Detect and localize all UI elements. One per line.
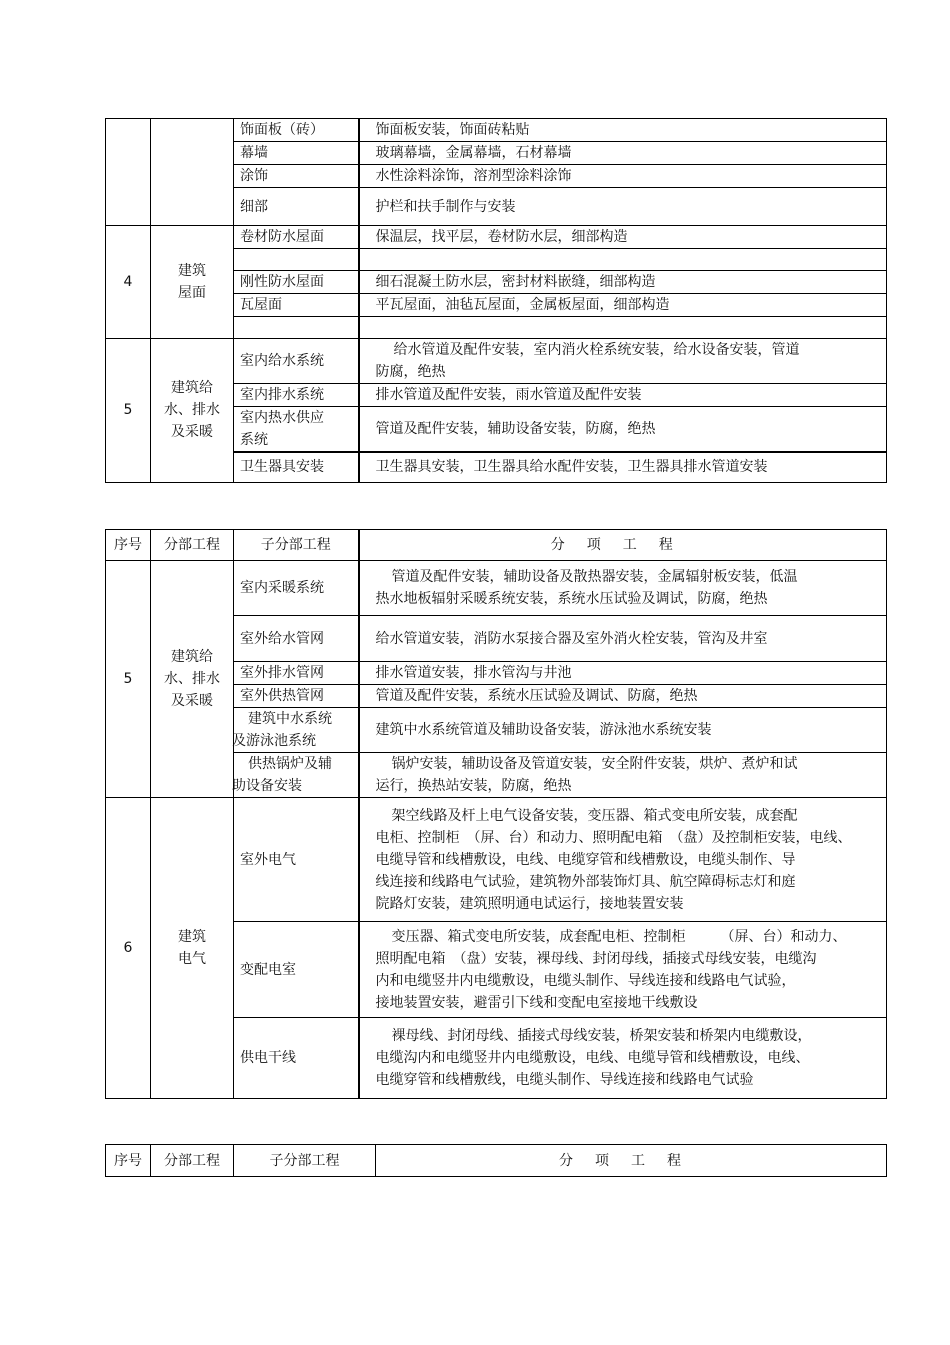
subdivision-cell: 饰面板（砖） (234, 119, 359, 142)
items-line: 防腐，绝热 (375, 364, 446, 380)
subdivision-cell: 细部 (234, 188, 359, 226)
subdivision-cell: 变配电室 (234, 922, 359, 1018)
subdivision-cell: 室内排水系统 (234, 384, 359, 407)
header-division: 分部工程 (151, 1145, 234, 1177)
subdivision-cell: 室内采暖系统 (234, 561, 359, 616)
division-name-line: 建筑给 (171, 649, 213, 665)
items-cell: 护栏和扶手制作与安装 (359, 188, 887, 226)
table-header-row (106, 530, 887, 561)
items-cell: 平瓦屋面，油毡瓦屋面，金属板屋面，细部构造 (359, 294, 887, 317)
table-row (106, 226, 887, 249)
subdivision-cell: 室外供热管网 (234, 685, 359, 708)
subdivision-cell: 刚性防水屋面 (234, 271, 359, 294)
subdivision-line: 供热锅炉及辅 (248, 756, 332, 772)
items-cell: 水性涂料涂饰，溶剂型涂料涂饰 (359, 165, 887, 188)
header-no: 序号 (106, 1145, 151, 1177)
subdivision-cell: 室外电气 (234, 798, 359, 922)
no-cell: 5 (106, 339, 151, 483)
division-name-line: 电气 (178, 951, 206, 967)
items-cell (359, 798, 887, 922)
items-cell (359, 1018, 887, 1099)
items-cell: 饰面板安装，饰面砖粘贴 (359, 119, 887, 142)
items-line: 运行，换热站安装，防腐，绝热 (375, 778, 572, 794)
subdivision-cell (234, 708, 359, 753)
subdivision-cell (234, 407, 359, 453)
items-line: 内和电缆竖井内电缆敷设，电缆头制作、导线连接和线路电气试验， (375, 972, 796, 989)
items-cell (359, 922, 887, 1018)
division-name-line: 屋面 (178, 285, 206, 301)
division-name-line: 及采暖 (171, 424, 213, 441)
items-line: 照明配电箱 （盘）安装，裸母线、封闭母线，插接式母线安装，电缆沟 (375, 950, 817, 967)
table-row (106, 798, 887, 922)
items-cell: 保温层，找平层，卷材防水层，细部构造 (359, 226, 887, 249)
items-cell: 排水管道及配件安装，雨水管道及配件安装 (359, 384, 887, 407)
subdivision-cell: 室外给水管网 (234, 616, 359, 662)
items-line: 院路灯安装，建筑照明通电试运行，接地装置安装 (375, 895, 684, 912)
items-cell: 排水管道安装，排水管沟与井池 (359, 662, 887, 685)
items-line: 电缆穿管和线槽敷线，电缆头制作、导线连接和线路电气试验 (375, 1072, 754, 1088)
items-line: 架空线路及杆上电气设备安装，变压器、箱式变电所安装，成套配 (391, 807, 798, 824)
division-name-line: 水、排水 (164, 671, 220, 687)
subdivision-line: 室内热水供应 (240, 410, 324, 426)
items-cell: 管道及配件安装，辅助设备安装，防腐，绝热 (359, 407, 887, 453)
subdivision-cell (234, 753, 359, 798)
division-cell (151, 561, 234, 798)
division-name-line: 建筑给 (171, 380, 213, 397)
division-cell (151, 119, 234, 226)
header-no: 序号 (106, 530, 151, 561)
items-cell (359, 753, 887, 798)
no-cell: 6 (106, 798, 151, 1099)
items-cell: 细石混凝土防水层，密封材料嵌缝，细部构造 (359, 271, 887, 294)
division-name-line: 水、排水 (164, 402, 220, 419)
header-items: 分项工程 (359, 530, 887, 561)
table-sanitation-electrical (105, 529, 887, 1099)
items-cell (359, 561, 887, 616)
subdivision-line: 助设备安装 (232, 778, 302, 794)
subdivision-line: 建筑中水系统 (248, 711, 332, 727)
items-line: 电缆导管和线槽敷设，电线、电缆穿管和线槽敷设，电缆头制作、导 (375, 851, 796, 868)
no-cell: 4 (106, 226, 151, 339)
division-name-line: 及采暖 (171, 693, 213, 709)
table-continued (105, 118, 887, 483)
subdivision-cell: 室内给水系统 (234, 339, 359, 384)
subdivision-cell: 供电干线 (234, 1018, 359, 1099)
table-row (106, 339, 887, 384)
items-cell: 管道及配件安装，系统水压试验及调试、防腐，绝热 (359, 685, 887, 708)
division-cell (151, 339, 234, 483)
items-line: 电柜、控制柜 （屏、台）和动力、照明配电箱 （盘）及控制柜安装，电线、 (375, 829, 852, 846)
items-cell: 卫生器具安装，卫生器具给水配件安装，卫生器具排水管道安装 (359, 452, 887, 482)
table-next (105, 1144, 887, 1177)
subdivision-cell: 幕墙 (234, 142, 359, 165)
items-line: 热水地板辐射采暖系统安装，系统水压试验及调试，防腐，绝热 (375, 591, 768, 607)
items-line: 管道及配件安装，辅助设备及散热器安装，金属辐射板安装，低温 (391, 569, 798, 585)
items-line: 裸母线、封闭母线、插接式母线安装，桥架安装和桥架内电缆敷设， (391, 1028, 812, 1044)
subdivision-cell (234, 317, 359, 339)
division-cell (151, 226, 234, 339)
header-subdivision: 子分部工程 (234, 1145, 376, 1177)
items-cell: 建筑中水系统管道及辅助设备安装，游泳池水系统安装 (359, 708, 887, 753)
items-line: 变压器、箱式变电所安装，成套配电柜、控制柜 （屏、台）和动力、 (391, 928, 847, 945)
division-name-line: 建筑 (178, 263, 206, 279)
items-line: 电缆沟内和电缆竖井内电缆敷设，电线、电缆导管和线槽敷设，电线、 (375, 1050, 810, 1066)
subdivision-cell: 室外排水管网 (234, 662, 359, 685)
no-cell (106, 119, 151, 226)
division-name-line: 建筑 (178, 929, 206, 945)
items-cell: 给水管道安装，消防水泵接合器及室外消火栓安装，管沟及井室 (359, 616, 887, 662)
subdivision-cell: 卫生器具安装 (234, 452, 359, 482)
items-cell (359, 339, 887, 384)
division-cell (151, 798, 234, 1099)
header-division: 分部工程 (151, 530, 234, 561)
no-cell: 5 (106, 561, 151, 798)
items-line: 锅炉安装，辅助设备及管道安装，安全附件安装，烘炉、煮炉和试 (391, 756, 798, 772)
items-line: 接地装置安装，避雷引下线和变配电室接地干线敷设 (375, 994, 698, 1011)
items-cell (359, 317, 887, 339)
subdivision-line: 及游泳池系统 (232, 733, 316, 749)
subdivision-cell (234, 249, 359, 271)
items-line: 线连接和线路电气试验，建筑物外部装饰灯具、航空障碍标志灯和庭 (375, 873, 796, 890)
subdivision-line: 系统 (240, 432, 268, 448)
items-cell (359, 249, 887, 271)
subdivision-cell: 瓦屋面 (234, 294, 359, 317)
table-row (106, 561, 887, 616)
subdivision-cell: 卷材防水屋面 (234, 226, 359, 249)
header-items: 分项工程 (376, 1145, 887, 1177)
table-header-row (106, 1145, 887, 1177)
table-row (106, 119, 887, 142)
subdivision-cell: 涂饰 (234, 165, 359, 188)
items-line: 给水管道及配件安装，室内消火栓系统安装，给水设备安装，管道 (393, 342, 800, 358)
header-subdivision: 子分部工程 (234, 530, 359, 561)
items-cell: 玻璃幕墙，金属幕墙，石材幕墙 (359, 142, 887, 165)
